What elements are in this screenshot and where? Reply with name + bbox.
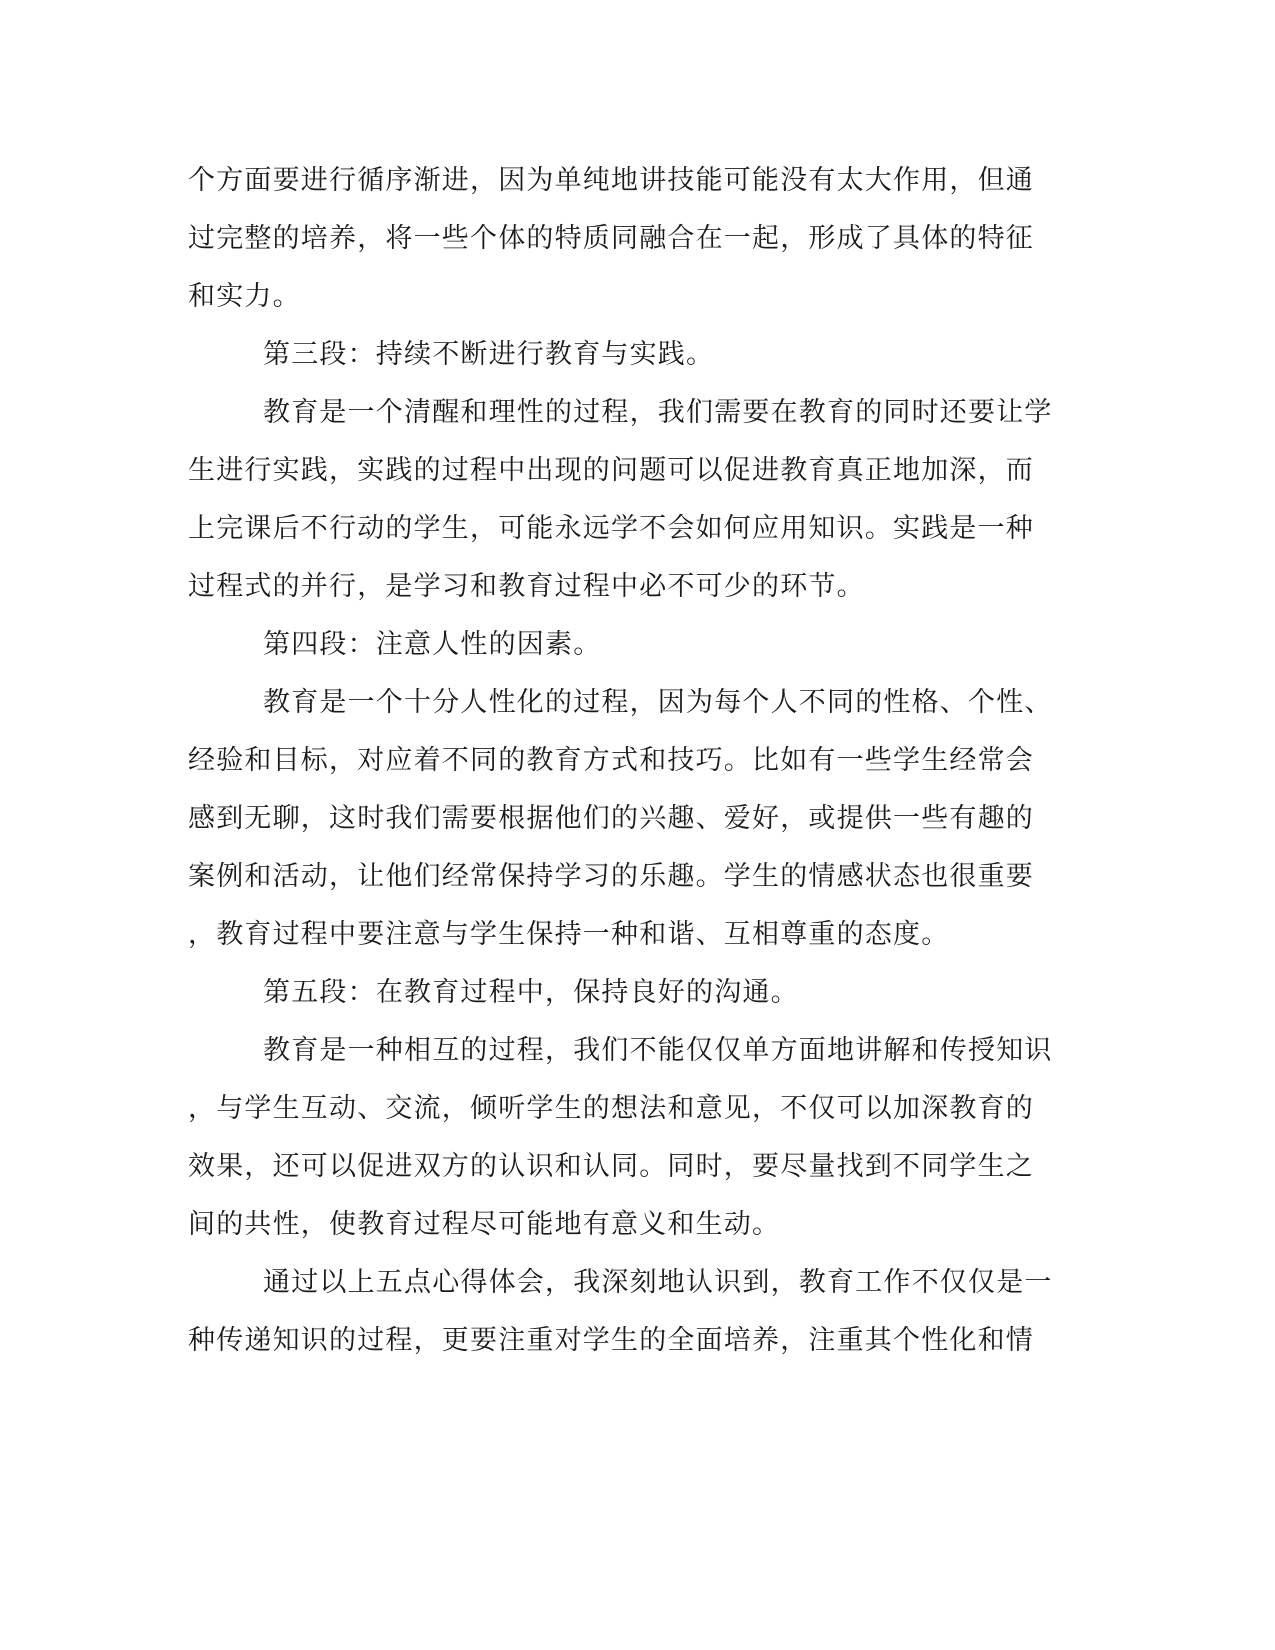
text-line: 教育是一个清醒和理性的过程，我们需要在教育的同时还要让学 (263, 397, 1053, 428)
text-line: ，与学生互动、交流，倾听学生的想法和意见，不仅可以加深教育的 (188, 1093, 1034, 1124)
text-line: 间的共性，使教育过程尽可能地有意义和生动。 (188, 1209, 781, 1240)
text-line: 案例和活动，让他们经常保持学习的乐趣。学生的情感状态也很重要 (188, 861, 1034, 892)
text-line: 上完课后不行动的学生，可能永远学不会如何应用知识。实践是一种 (188, 513, 1034, 544)
text-line: 教育是一个十分人性化的过程，因为每个人不同的性格、个性、 (263, 687, 1053, 718)
text-line: 种传递知识的过程，更要注重对学生的全面培养，注重其个性化和情 (188, 1325, 1034, 1356)
text-line: 效果，还可以促进双方的认识和认同。同时，要尽量找到不同学生之 (188, 1151, 1034, 1182)
text-line: 过完整的培养，将一些个体的特质同融合在一起，形成了具体的特征 (188, 223, 1034, 254)
text-line: 和实力。 (188, 281, 301, 312)
text-line: 经验和目标，对应着不同的教育方式和技巧。比如有一些学生经常会 (188, 745, 1034, 776)
text-line: 生进行实践，实践的过程中出现的问题可以促进教育真正地加深，而 (188, 455, 1034, 486)
text-line: 感到无聊，这时我们需要根据他们的兴趣、爱好，或提供一些有趣的 (188, 803, 1034, 834)
text-line: 个方面要进行循序渐进，因为单纯地讲技能可能没有太大作用，但通 (188, 165, 1034, 196)
text-line: ，教育过程中要注意与学生保持一种和谐、互相尊重的态度。 (188, 919, 950, 950)
text-line: 教育是一种相互的过程，我们不能仅仅单方面地讲解和传授知识 (263, 1035, 1053, 1066)
section-heading: 第四段：注意人性的因素。 (263, 629, 602, 660)
section-heading: 第五段：在教育过程中，保持良好的沟通。 (263, 977, 799, 1008)
text-line: 通过以上五点心得体会，我深刻地认识到，教育工作不仅仅是一 (263, 1267, 1053, 1298)
section-heading: 第三段：持续不断进行教育与实践。 (263, 339, 715, 370)
text-line: 过程式的并行，是学习和教育过程中必不可少的环节。 (188, 571, 865, 602)
